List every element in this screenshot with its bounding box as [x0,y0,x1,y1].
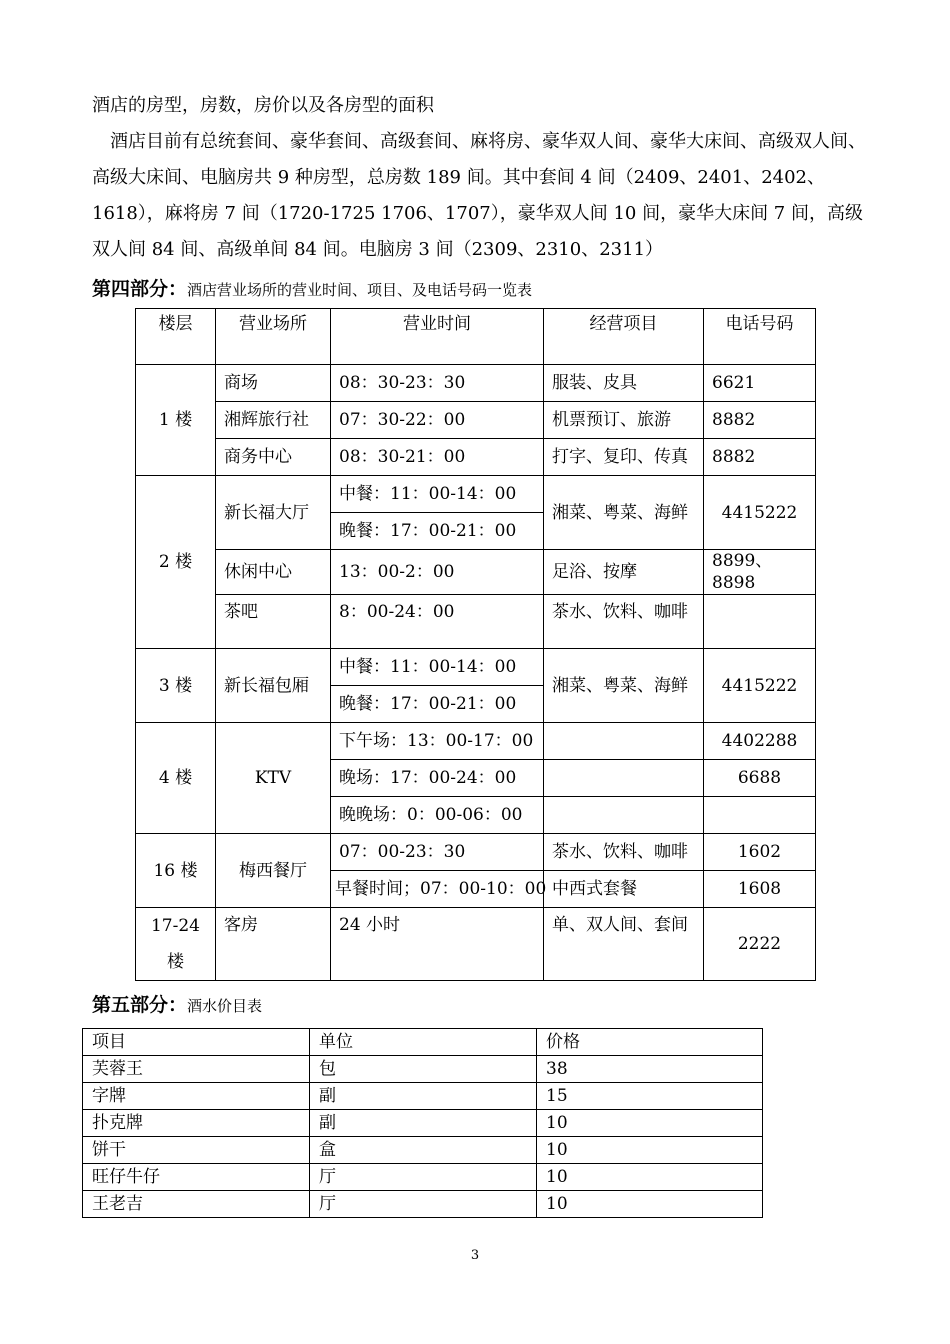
unit-cell: 副 [310,1110,537,1137]
time-cell: 早餐时间；07：00-10：00 [331,871,544,908]
phone-cell: 4402288 [704,723,816,760]
phone-cell [704,595,816,649]
phone-cell: 6621 [704,365,816,402]
table-row [83,1083,763,1110]
service-cell: 单、双人间、套间 [544,908,704,981]
drinks-price-table [82,1028,763,1218]
floor-cell: 2 楼 [136,476,216,649]
phone-cell [704,797,816,834]
table-row [136,476,816,513]
phone-cell: 8882 [704,402,816,439]
floor-cell: 4 楼 [136,723,216,834]
time-cell: 07：30-22：00 [331,402,544,439]
venue-cell: 客房 [216,908,331,981]
time-cell: 08：30-23：30 [331,365,544,402]
table-row [83,1110,763,1137]
time-cell: 晚餐：17：00-21：00 [331,686,544,723]
table-row [136,908,816,981]
service-cell: 服装、皮具 [544,365,704,402]
venue-cell: 茶吧 [216,595,331,649]
section5-subtitle: 酒水价目表 [187,997,263,1015]
section5-title: 第五部分： [92,994,188,1016]
venue-cell: KTV [216,723,331,834]
header-unit: 单位 [310,1029,537,1056]
phone-cell: 4415222 [704,476,816,550]
time-cell: 24 小时 [331,908,544,981]
table-row [136,723,816,760]
section5-heading [92,990,262,1017]
time-cell: 07：00-23：30 [331,834,544,871]
service-cell [544,797,704,834]
time-cell: 中餐：11：00-14：00 [331,649,544,686]
table-row [136,649,816,686]
unit-cell: 厅 [310,1191,537,1218]
service-cell: 足浴、按摩 [544,550,704,595]
phone-cell: 1608 [704,871,816,908]
floor-cell: 1 楼 [136,365,216,476]
floor-cell: 3 楼 [136,649,216,723]
floor-line: 楼 [167,952,184,972]
table-row [83,1164,763,1191]
time-cell: 下午场：13：00-17：00 [331,723,544,760]
section4-title: 第四部分： [92,278,188,300]
phone-cell: 4415222 [704,649,816,723]
price-cell: 10 [537,1137,763,1164]
intro-heading-line: 酒店的房型，房数，房价以及各房型的面积 [92,95,434,116]
phone-cell: 2222 [704,908,816,981]
header-phone: 电话号码 [704,309,816,365]
venue-hours-table [135,308,816,981]
header-time: 营业时间 [331,309,544,365]
header-floor: 楼层 [136,309,216,365]
item-cell: 扑克牌 [83,1110,310,1137]
table-row [136,439,816,476]
service-cell: 打字、复印、传真 [544,439,704,476]
table-row [83,1191,763,1218]
unit-cell: 盒 [310,1137,537,1164]
table-row [83,1137,763,1164]
price-cell: 10 [537,1110,763,1137]
table-row [136,550,816,595]
time-cell: 晚餐：17：00-21：00 [331,513,544,550]
price-cell: 15 [537,1083,763,1110]
section4-heading [92,274,532,301]
item-cell: 旺仔牛仔 [83,1164,310,1191]
venue-cell: 湘辉旅行社 [216,402,331,439]
item-cell: 王老吉 [83,1191,310,1218]
page-number: 3 [470,1248,480,1263]
unit-cell: 厅 [310,1164,537,1191]
time-cell: 13：00-2：00 [331,550,544,595]
price-cell: 10 [537,1164,763,1191]
section4-subtitle: 酒店营业场所的营业时间、项目、及电话号码一览表 [187,281,533,299]
service-cell [544,723,704,760]
table-row [136,402,816,439]
service-cell: 中西式套餐 [544,871,704,908]
venue-cell: 休闲中心 [216,550,331,595]
service-cell: 湘菜、粤菜、海鲜 [544,476,704,550]
service-cell: 茶水、饮料、咖啡 [544,834,704,871]
header-price: 价格 [537,1029,763,1056]
service-cell: 湘菜、粤菜、海鲜 [544,649,704,723]
table-row [83,1056,763,1083]
service-cell: 茶水、饮料、咖啡 [544,595,704,649]
table-header-row [136,309,816,365]
phone-cell: 8899、8898 [704,550,816,595]
venue-cell: 新长福大厅 [216,476,331,550]
price-cell: 10 [537,1191,763,1218]
item-cell: 字牌 [83,1083,310,1110]
time-cell: 晚晚场：0：00-06：00 [331,797,544,834]
header-service: 经营项目 [544,309,704,365]
venue-cell: 新长福包厢 [216,649,331,723]
venue-cell: 梅西餐厅 [216,834,331,908]
header-venue: 营业场所 [216,309,331,365]
unit-cell: 包 [310,1056,537,1083]
table-row [136,834,816,871]
floor-cell: 16 楼 [136,834,216,908]
time-cell: 8：00-24：00 [331,595,544,649]
table-row [136,595,816,649]
phone-cell: 8882 [704,439,816,476]
table-row [136,365,816,402]
service-cell [544,760,704,797]
service-cell: 机票预订、旅游 [544,402,704,439]
intro-paragraph: 酒店目前有总统套间、豪华套间、高级套间、麻将房、豪华双人间、豪华大床间、高级双人间、高级大床间、电脑房共 9 种房型，总房数 189 间。其中套间 4 间（2409、2401、2402、1618），麻将房 7 间（1720-1725 1706、1707），豪华双人间 10 间，豪华大床间 7 间，高级双人间 84 间、高级单间 84 间。电脑房 3 间（2309、2310、2311） [92,131,866,260]
item-cell: 芙蓉王 [83,1056,310,1083]
unit-cell: 副 [310,1083,537,1110]
price-cell: 38 [537,1056,763,1083]
venue-cell: 商务中心 [216,439,331,476]
floor-line: 17-24 [150,916,200,936]
floor-cell [136,908,216,981]
time-cell: 中餐：11：00-14：00 [331,476,544,513]
table-header-row [83,1029,763,1056]
time-cell: 08：30-21：00 [331,439,544,476]
phone-cell: 1602 [704,834,816,871]
time-cell: 晚场：17：00-24：00 [331,760,544,797]
venue-cell: 商场 [216,365,331,402]
phone-cell: 6688 [704,760,816,797]
item-cell: 饼干 [83,1137,310,1164]
header-item: 项目 [83,1029,310,1056]
